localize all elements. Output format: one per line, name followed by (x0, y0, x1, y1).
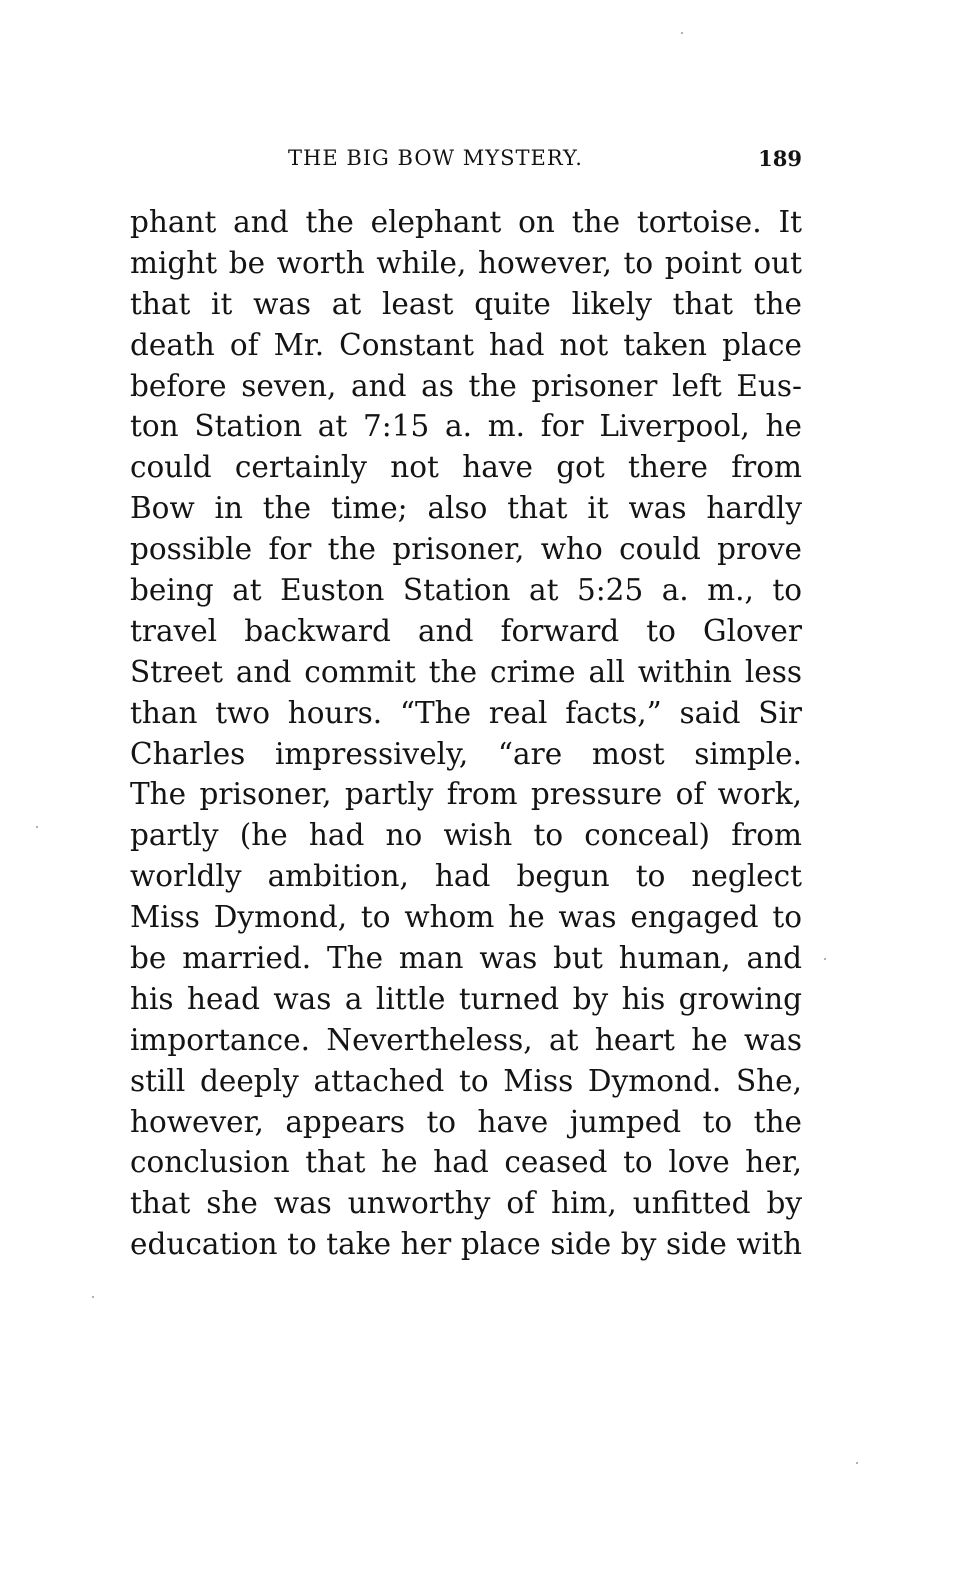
paper-speck (681, 32, 683, 34)
text-line: his head was a little turned by his growing (130, 981, 802, 1016)
paper-speck (824, 958, 826, 960)
page-number: 189 (758, 146, 802, 171)
text-line: partly (he had no wish to conceal) from (130, 818, 802, 853)
text-line: Bow in the time; also that it was hardly (130, 491, 802, 526)
paper-speck (856, 1462, 858, 1464)
text-line: education to take her place side by side with (130, 1227, 802, 1262)
text-line: be married. The man was but human, and (130, 941, 802, 976)
text-line: however, appears to have jumped to the (130, 1104, 802, 1139)
text-line: Charles impressively, “are most simple. (130, 736, 802, 771)
text-line: could certainly not have got there from (130, 450, 802, 485)
text-line: conclusion that he had ceased to love her, (130, 1145, 802, 1180)
paper-speck (36, 826, 38, 828)
text-line: Street and commit the crime all within less (130, 654, 802, 689)
text-line: importance. Nevertheless, at heart he was (130, 1022, 802, 1057)
text-line: that it was at least quite likely that the (130, 286, 802, 321)
body-text (130, 202, 802, 1265)
page-header (130, 146, 802, 178)
text-line: being at Euston Station at 5:25 a. m., to (130, 573, 802, 608)
text-line: The prisoner, partly from pressure of work, (130, 777, 802, 812)
text-line: ton Station at 7:15 a. m. for Liverpool, he (130, 409, 802, 444)
text-line: death of Mr. Constant had not taken place (130, 327, 802, 362)
text-line: possible for the prisoner, who could prove (130, 532, 802, 567)
running-title: THE BIG BOW MYSTERY. (288, 146, 583, 170)
text-line: might be worth while, however, to point out (130, 245, 802, 280)
text-line: phant and the elephant on the tortoise. It (130, 205, 802, 239)
text-line: worldly ambition, had begun to neglect (130, 859, 802, 894)
text-line: than two hours. “The real facts,” said Sir (130, 695, 802, 730)
paper-speck (92, 1296, 94, 1298)
text-line: Miss Dymond, to whom he was engaged to (130, 900, 802, 935)
text-line: still deeply attached to Miss Dymond. She, (130, 1063, 802, 1098)
text-line: before seven, and as the prisoner left Eus- (130, 368, 802, 403)
text-line: travel backward and forward to Glover (130, 613, 802, 648)
text-line: that she was unworthy of him, unfitted by (130, 1186, 802, 1221)
